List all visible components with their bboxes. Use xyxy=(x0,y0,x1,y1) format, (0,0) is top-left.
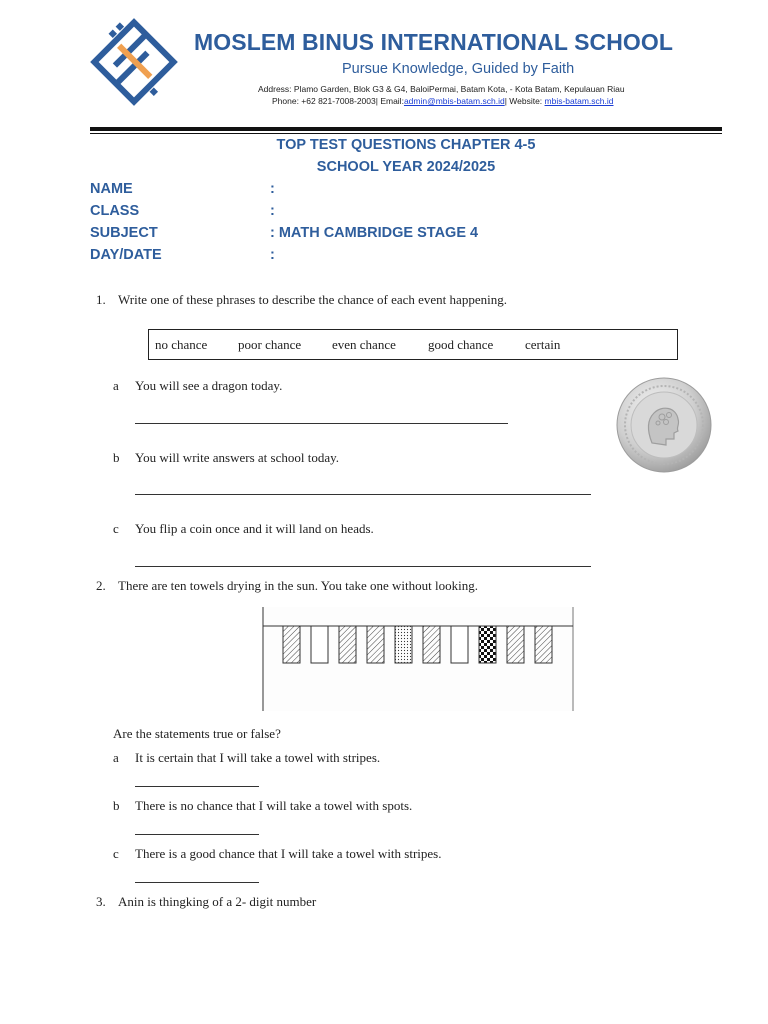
website-link[interactable]: mbis-batam.sch.id xyxy=(544,96,614,106)
towel-plain xyxy=(311,626,328,663)
q1a-answer-line[interactable] xyxy=(135,423,508,424)
header-divider-thin xyxy=(90,133,722,134)
phrase-certain: certain xyxy=(525,337,561,352)
email-link[interactable]: admin@mbis-batam.sch.id xyxy=(403,96,505,106)
q2a-letter: a xyxy=(113,750,119,765)
coin-image xyxy=(616,377,712,473)
q3-text: Anin is thingking of a 2- digit number xyxy=(118,894,317,909)
q1a-letter: a xyxy=(113,378,119,393)
q1b-letter: b xyxy=(113,450,120,465)
school-logo xyxy=(86,14,182,110)
phrase-even-chance: even chance xyxy=(332,337,396,352)
q2-text: There are ten towels drying in the sun. You take one without looking. xyxy=(118,578,478,593)
q2c-text: There is a good chance that I will take a towel with stripes. xyxy=(135,846,442,861)
towel-checked xyxy=(479,626,496,663)
towel-striped xyxy=(423,626,440,663)
website-label: | Website: xyxy=(504,96,545,106)
q3-number: 3. xyxy=(96,894,106,909)
school-year: SCHOOL YEAR 2024/2025 xyxy=(316,159,496,175)
q2a-text: It is certain that I will take a towel with stripes. xyxy=(135,750,381,765)
towel-plain xyxy=(451,626,468,663)
towel-striped xyxy=(535,626,552,663)
phone-text: Phone: +62 821-7008-2003| Email: xyxy=(272,96,404,106)
towel-striped xyxy=(507,626,524,663)
q1-number: 1. xyxy=(96,292,106,307)
towel-striped xyxy=(367,626,384,663)
q2b-text: There is no chance that I will take a towel with spots. xyxy=(135,798,413,813)
q1a-text: You will see a dragon today. xyxy=(135,378,283,393)
class-value: : xyxy=(270,203,275,219)
towel-striped xyxy=(339,626,356,663)
contact-line xyxy=(272,96,614,106)
date-value: : xyxy=(270,247,275,263)
q2c-answer-line[interactable] xyxy=(135,882,259,883)
q2b-letter: b xyxy=(113,798,120,813)
towel-striped xyxy=(283,626,300,663)
q1-text: Write one of these phrases to describe the chance of each event happening. xyxy=(118,292,507,307)
q2-prompt: Are the statements true or false? xyxy=(113,726,281,741)
q2c-letter: c xyxy=(113,846,119,861)
phrase-good-chance: good chance xyxy=(428,337,494,352)
header-divider xyxy=(90,127,722,131)
q2b-answer-line[interactable] xyxy=(135,834,259,835)
school-address: Address: Plamo Garden, Blok G3 & G4, BaloiPermai, Batam Kota, - Kota Batam, Kepulauan Riau xyxy=(258,84,625,94)
towel-spotted xyxy=(395,626,412,663)
school-tagline: Pursue Knowledge, Guided by Faith xyxy=(342,61,575,77)
date-label: DAY/DATE xyxy=(90,247,162,263)
name-label: NAME xyxy=(90,181,133,197)
q1c-text: You flip a coin once and it will land on heads. xyxy=(135,521,374,536)
q2-number: 2. xyxy=(96,578,106,593)
school-name: MOSLEM BINUS INTERNATIONAL SCHOOL xyxy=(194,29,674,55)
q1c-answer-line[interactable] xyxy=(135,566,591,567)
class-label: CLASS xyxy=(90,203,140,219)
q1c-letter: c xyxy=(113,521,119,536)
phrase-poor-chance: poor chance xyxy=(238,337,302,352)
name-value: : xyxy=(270,181,275,197)
phrase-no-chance: no chance xyxy=(155,337,208,352)
q2a-answer-line[interactable] xyxy=(135,786,259,787)
q1b-answer-line[interactable] xyxy=(135,494,591,495)
subject-label: SUBJECT xyxy=(90,225,158,241)
test-title: TOP TEST QUESTIONS CHAPTER 4-5 xyxy=(276,137,536,153)
q1b-text: You will write answers at school today. xyxy=(135,450,340,465)
subject-value: : MATH CAMBRIDGE STAGE 4 xyxy=(270,225,479,241)
towels-on-line-image xyxy=(262,607,574,711)
phrase-box xyxy=(148,329,678,360)
